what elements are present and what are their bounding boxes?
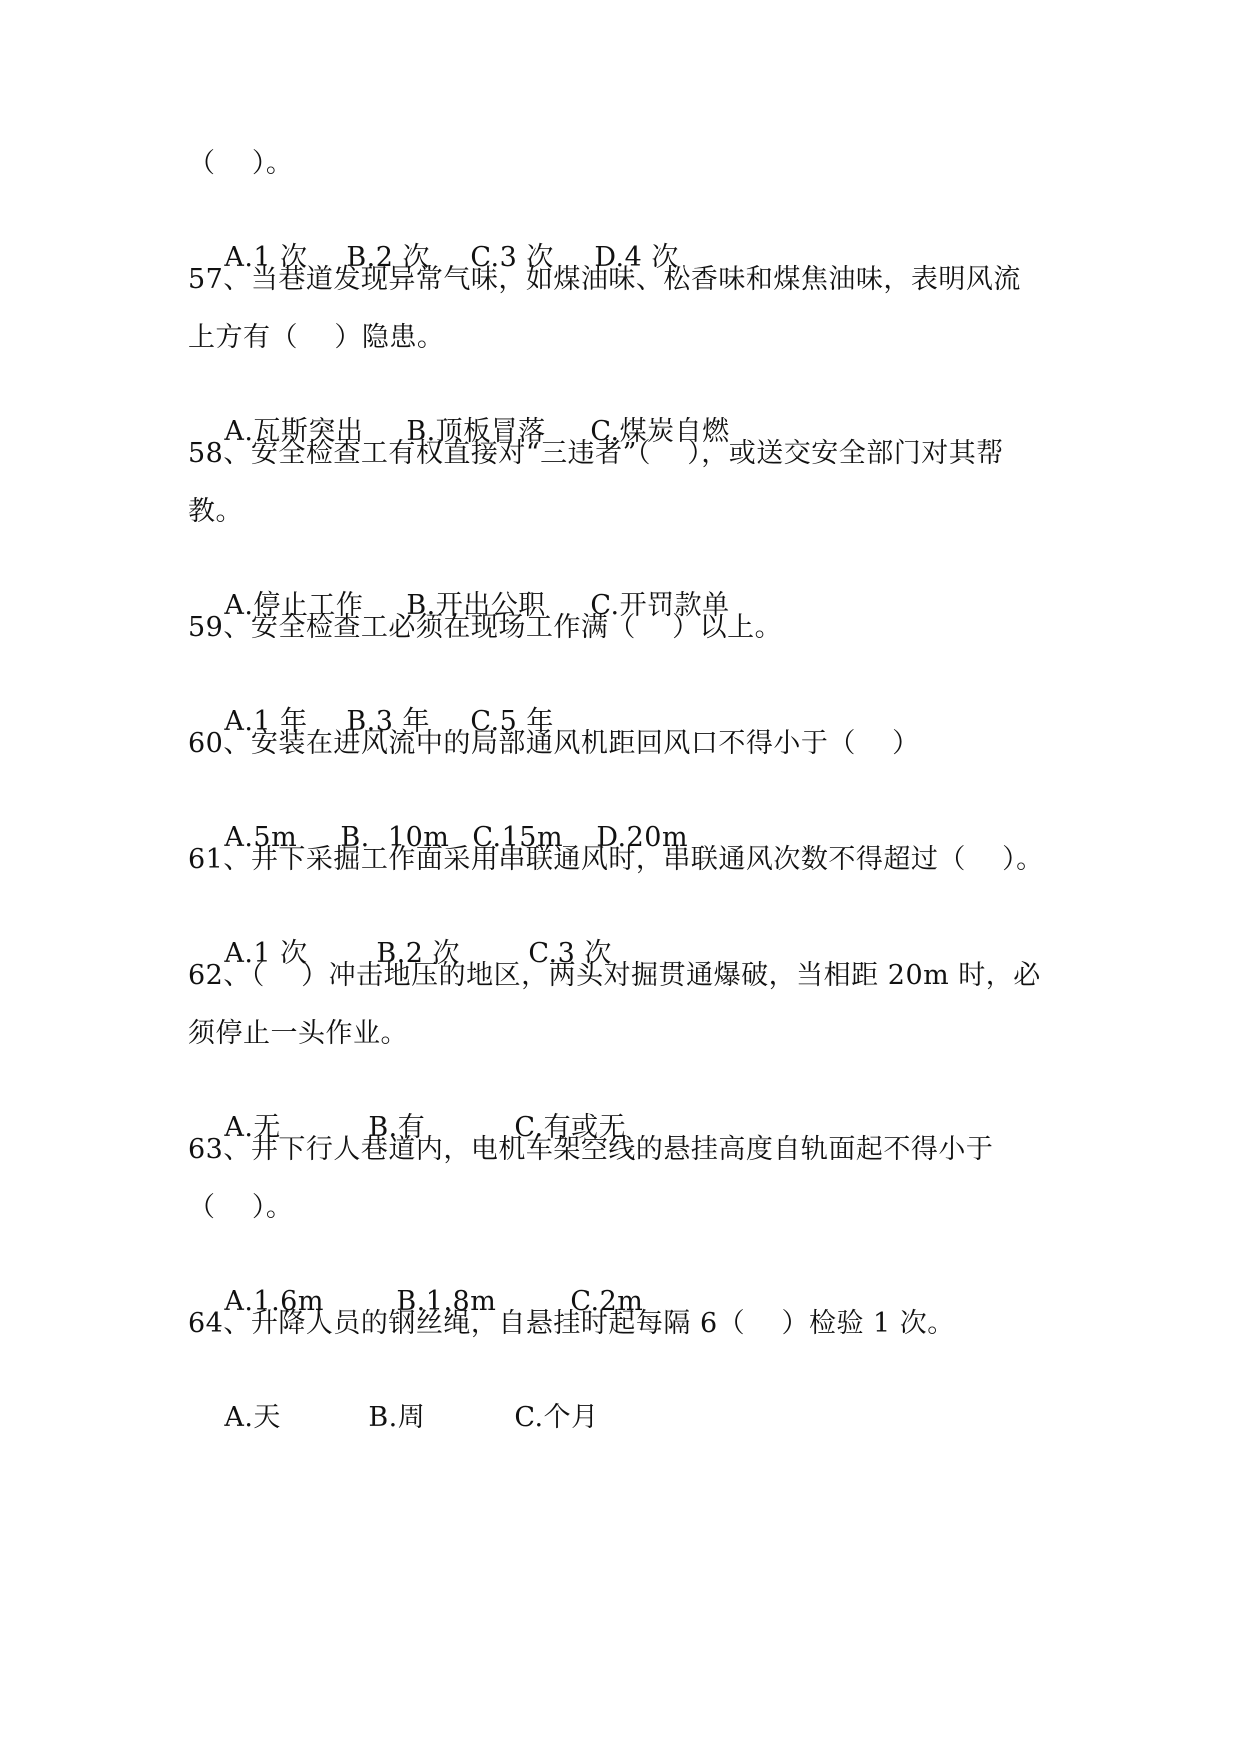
option-b: B.有 — [368, 1112, 426, 1143]
answer-options — [188, 1364, 599, 1472]
option-d: D.4 次 — [594, 242, 679, 273]
option-b: B. 10m — [340, 822, 450, 853]
option-a: A.1.6m — [224, 1286, 324, 1317]
option-a: A.天 — [224, 1402, 281, 1433]
option-c: C.开罚款单 — [590, 590, 730, 621]
option-a: A.1 次 — [224, 938, 308, 969]
option-c: C.2m — [570, 1286, 644, 1317]
question-58: 58、安全检查工有权直接对“三违者”（ ），或送交安全部门对其帮 — [188, 438, 1004, 469]
question-60: 60、安装在进风流中的局部通风机距回风口不得小于（ ） — [188, 728, 920, 759]
option-c: C.有或无 — [514, 1112, 627, 1143]
question-57-cont: 上方有（ ）隐患。 — [188, 322, 445, 353]
option-b: B.周 — [368, 1402, 426, 1433]
option-c: C.煤炭自燃 — [590, 416, 730, 447]
option-a: A.瓦斯突出 — [224, 416, 364, 447]
option-a: A.1 次 — [224, 242, 308, 273]
option-a: A.无 — [224, 1112, 281, 1143]
question-61: 61、井下采掘工作面采用串联通风时，串联通风次数不得超过（ ）。 — [188, 844, 1044, 875]
option-c: C.5 年 — [470, 706, 554, 737]
option-a: A.1 年 — [224, 706, 308, 737]
option-b: B.3 年 — [346, 706, 431, 737]
option-b: B.1.8m — [396, 1286, 497, 1317]
question-58-cont: 教。 — [188, 496, 243, 527]
question-63: 63、井下行人巷道内，电机车架空线的悬挂高度自轨面起不得小于 — [188, 1134, 994, 1165]
question-62-cont: 须停止一头作业。 — [188, 1018, 408, 1049]
option-c: C.15m — [472, 822, 564, 853]
option-b: B.2 次 — [346, 242, 431, 273]
option-c: C.个月 — [514, 1402, 599, 1433]
question-64: 64、升降人员的钢丝绳，自悬挂时起每隔 6（ ）检验 1 次。 — [188, 1308, 955, 1339]
question-62: 62、（ ）冲击地压的地区，两头对掘贯通爆破，当相距 20m 时，必 — [188, 960, 1041, 991]
option-d: D.20m — [596, 822, 689, 853]
option-c: C.3 次 — [528, 938, 612, 969]
question-57: 57、当巷道发现异常气味，如煤油味、松香味和煤焦油味，表明风流 — [188, 264, 1021, 295]
question-63-cont: （ ）。 — [188, 1192, 294, 1223]
option-a: A.5m — [224, 822, 298, 853]
question-59: 59、安全检查工必须在现场工作满（ ）以上。 — [188, 612, 783, 643]
option-b: B.顶板冒落 — [406, 416, 546, 447]
text-line: （ ）。 — [188, 148, 294, 179]
option-b: B.开出公职 — [406, 590, 546, 621]
option-c: C.3 次 — [470, 242, 554, 273]
option-a: A.停止工作 — [224, 590, 364, 621]
option-b: B.2 次 — [376, 938, 461, 969]
